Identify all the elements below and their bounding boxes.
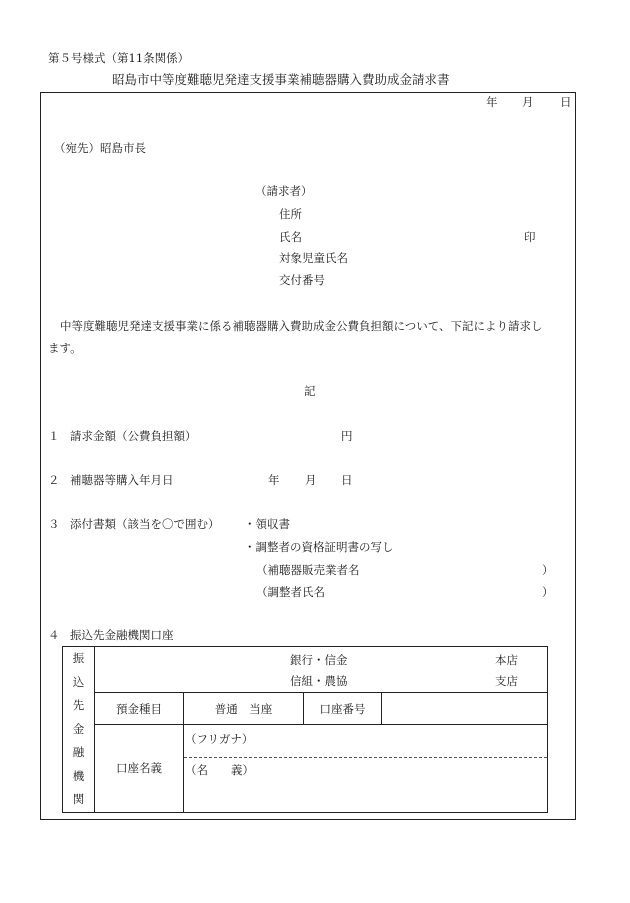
item2-year: 年 [268,473,280,487]
branch-2: 支店 [495,674,518,688]
adjuster-close-paren: ） [542,585,554,599]
branch-1: 本店 [495,653,518,667]
item3-label: 添付書類（該当を〇で囲む） [70,517,220,531]
furigana-label: （フリガナ） [185,732,254,746]
date-month: 月 [522,95,534,109]
ki-heading: 記 [304,384,316,398]
holder-name-label: （名 義） [185,763,254,777]
body-line-2: ます。 [48,341,82,355]
seal-mark: 印 [524,230,536,244]
form-number: 第５号様式（第11条関係） [48,51,190,65]
date-year: 年 [486,95,498,109]
date-day: 日 [560,95,572,109]
furigana-divider [184,757,547,758]
page-title: 昭島市中等度難聴児発達支援事業補聴器購入費助成金請求書 [112,72,450,87]
certificate-option: ・調整者の資格証明書の写し [244,540,394,554]
deposit-type-label: 預金種目 [95,693,184,725]
item1-label: 請求金額（公費負担額） [70,429,197,443]
claimant-heading: （請求者） [255,184,313,198]
address-label: 住所 [279,207,302,221]
deposit-type-value[interactable]: 普通 当座 [184,693,304,725]
item1-number: １ [48,429,60,443]
name-label: 氏名 [279,230,302,244]
bank-account-table [62,646,548,813]
receipt-option: ・領収書 [244,517,290,531]
item3-number: ３ [48,517,60,531]
addressee: （宛先）昭島市長 [54,141,146,155]
bank-name-cell[interactable] [95,647,548,693]
bank-type-1: 銀行・信金 [290,653,348,667]
seller-name-label: （補聴器販売業者名 [256,563,360,577]
item2-day: 日 [341,473,353,487]
item1-unit: 円 [341,429,353,443]
account-number-label: 口座番号 [304,693,382,725]
child-name-label: 対象児童氏名 [279,251,348,265]
item4-number: ４ [48,628,60,642]
seller-close-paren: ） [542,563,554,577]
item4-label: 振込先金融機関口座 [70,628,174,642]
account-name-label: 口座名義 [95,725,184,813]
adjuster-name-label: （調整者氏名 [256,585,325,599]
item2-number: ２ [48,473,60,487]
bank-type-2: 信組・農協 [290,674,348,688]
bank-side-label: 振 込 先 金 融 機 関 [63,647,95,813]
account-name-field[interactable] [184,725,548,813]
item2-label: 補聴器等購入年月日 [70,473,174,487]
item2-month: 月 [305,473,317,487]
issue-number-label: 交付番号 [279,273,325,287]
body-line-1: 中等度難聴児発達支援事業に係る補聴器購入費助成金公費負担額について、下記により請求し [60,319,543,333]
account-number-field[interactable] [382,693,548,725]
